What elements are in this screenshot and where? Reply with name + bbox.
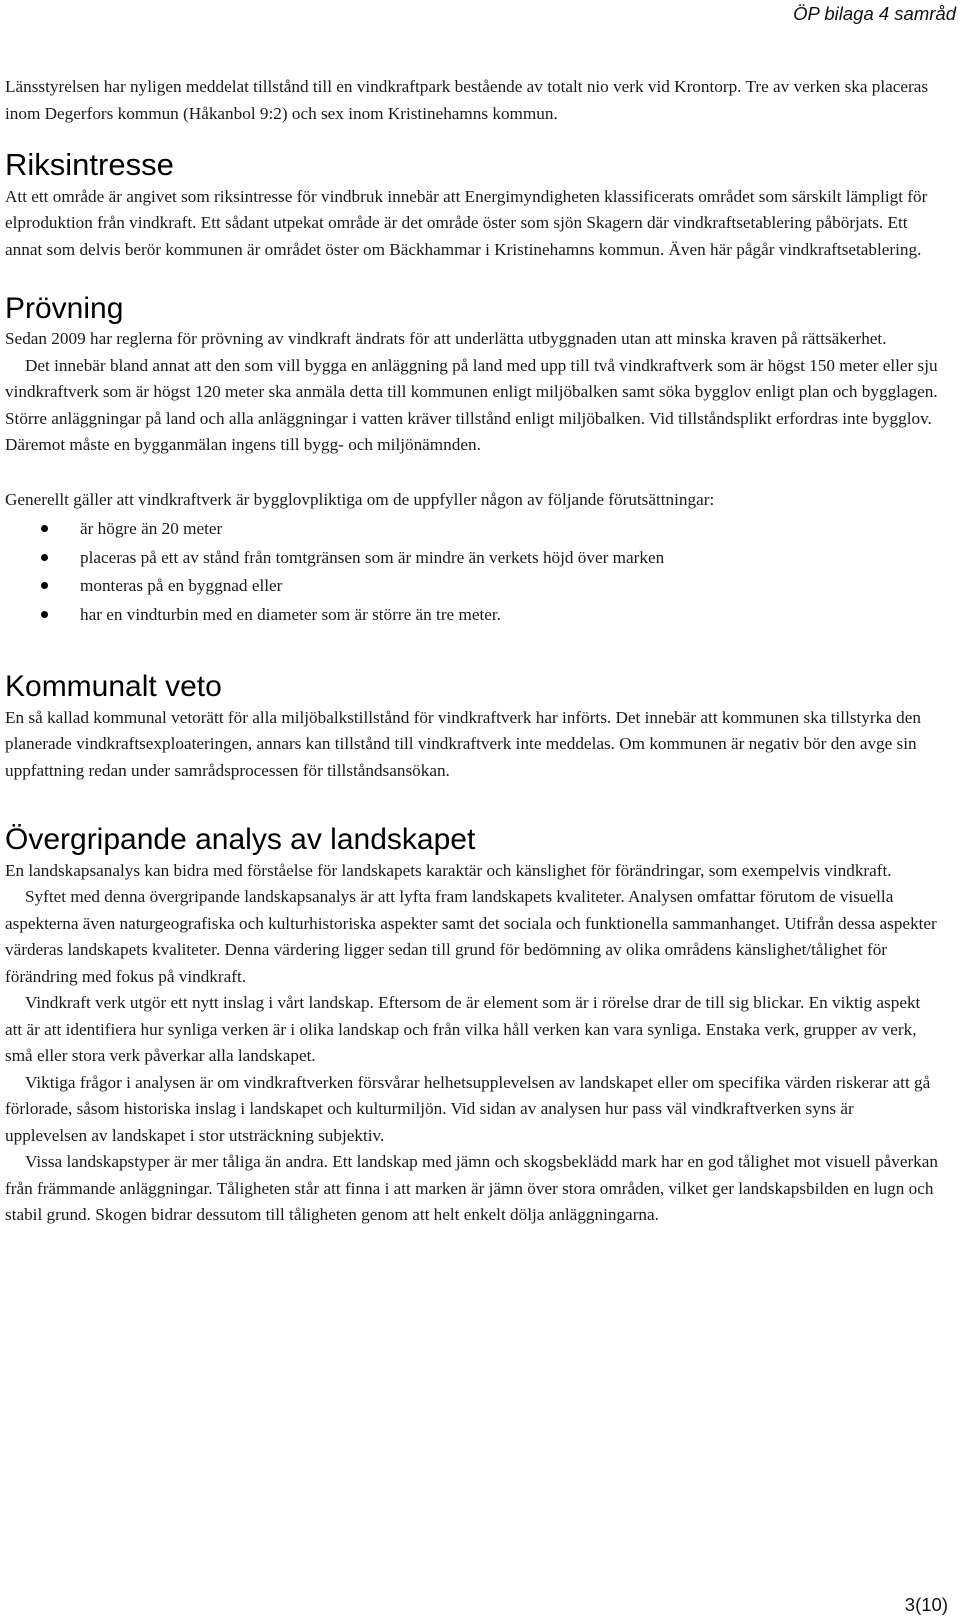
analys-paragraph-3: Vindkraft verk utgör ett nytt inslag i vårt landskap. Eftersom de är element som är i rörelse drar de till sig blickar. En viktig aspekt att är att identifiera hur synliga verken är i olika landskap och från vilka håll verken kan vara synliga. Enstaka verk, grupper av verk, små eller stora verk påverkar alla landskapet.	[5, 993, 921, 1066]
list-item-text: monteras på en byggnad eller	[80, 576, 283, 596]
provning-paragraph-2: Det innebär bland annat att den som vill bygga en anläggning på land med upp till två vindkraftverk som är högst 150 meter eller sju vindkraftverk som är högst 120 meter ska anmäla detta till kommunen enligt miljöbalken samt söka bygglov enligt plan och bygglagen. Större anläggningar på land och alla anläggningar i vatten kräver tillstånd enligt miljöbalken. Vid tillståndsplikt erfordras inte bygglov. Däremot måste en bygganmälan ingens till bygg- och miljönämnden.	[5, 355, 938, 455]
page-header-title: ÖP bilaga 4 samråd	[793, 3, 956, 24]
heading-overgripande-analys: Övergripande analys av landskapet	[5, 823, 476, 857]
list-item-text: har en vindturbin med en diameter som är större än tre meter.	[80, 604, 501, 624]
bullet-icon	[41, 611, 48, 618]
list-item	[5, 544, 940, 573]
analys-paragraph-1: En landskapsanalys kan bidra med förståelse för landskapets karaktär och känslighet för förändringar, som exempelvis vindkraft.	[5, 860, 892, 880]
bullet-icon	[41, 525, 48, 532]
list-item	[5, 601, 940, 630]
list-item	[5, 515, 940, 544]
heading-provning: Prövning	[5, 292, 124, 326]
veto-paragraph: En så kallad kommunal vetorätt för alla miljöbalkstillstånd för vindkraftverk har införts. Det innebär att kommunen ska tillstyrka den planerade vindkraftsexploateringen, annars kan tillstånd till vindkraftverk inte meddelas. Om kommunen är negativ bör den avge sin uppfattning redan under samrådsprocessen för tillståndsansökan.	[5, 707, 921, 780]
list-item	[5, 572, 940, 601]
bullet-icon	[41, 582, 48, 589]
list-item-text: placeras på ett av stånd från tomtgränsen som är mindre än verkets höjd över marken	[80, 547, 665, 567]
list-item-text: är högre än 20 meter	[80, 519, 223, 539]
analys-paragraph-4: Viktiga frågor i analysen är om vindkraftverken försvårar helhetsupplevelsen av landskapet eller om specifika värden riskerar att gå förlorade, såsom historiska inslag i landskapet och kulturmiljön. Vid sidan av analysen hur pass väl vindkraftverken syns är upplevelsen av landskapet i stor utsträckning subjektiv.	[5, 1072, 931, 1145]
document-body	[5, 74, 940, 1229]
page-number: 3(10)	[904, 1594, 948, 1615]
provning-paragraph-1: Sedan 2009 har reglerna för prövning av vindkraft ändrats för att underlätta utbyggnaden utan att minska kraven på rättsäkerhet.	[5, 329, 887, 349]
riksintresse-paragraph: Att ett område är angivet som riksintresse för vindbruk innebär att Energimyndigheten klassificerats området som särskilt lämpligt för elproduktion från vindkraft. Ett sådant utpekat område är det område öster som sjön Skagern där vindkraftsetablering påbörjats. Ett annat som delvis berör kommunen är området öster om Bäckhammar i Kristinehamns kommun. Även här pågår vindkraftsetablering.	[5, 186, 928, 259]
provning-paragraph-3: Generellt gäller att vindkraftverk är bygglovpliktiga om de uppfyller någon av följande förutsättningar:	[5, 489, 715, 509]
analys-paragraph-5: Vissa landskapstyper är mer tåliga än andra. Ett landskap med jämn och skogsbeklädd mark har en god tålighet mot visuell påverkan från främmande anläggningar. Tåligheten står att finna i att marken är jämn över stora områden, vilket ger landskapsbilden en lugn och stabil grund. Skogen bidrar dessutom till tåligheten genom att helt enkelt dölja anläggningarna.	[5, 1152, 938, 1225]
intro-paragraph: Länsstyrelsen har nyligen meddelat tillstånd till en vindkraftpark bestående av totalt nio verk vid Krontorp. Tre av verken ska placeras inom Degerfors kommun (Håkanbol 9:2) och sex inom Kristinehamns kommun.	[5, 77, 929, 123]
bygglov-conditions-list	[5, 515, 940, 629]
heading-riksintresse: Riksintresse	[5, 147, 174, 182]
analys-paragraph-2: Syftet med denna övergripande landskapsanalys är att lyfta fram landskapets kvaliteter. Analysen omfattar förutom de visuella aspekterna även naturgeografiska och kulturhistoriska aspekter samt det sociala och funktionella sammanhanget. Utifrån dessa aspekter värderas landskapets kvaliteter. Denna värdering ligger sedan till grund för bedömning av olika områdens känslighet/tålighet för förändring med fokus på vindkraft.	[5, 887, 937, 986]
bullet-icon	[41, 554, 48, 561]
heading-kommunalt-veto: Kommunalt veto	[5, 670, 222, 704]
